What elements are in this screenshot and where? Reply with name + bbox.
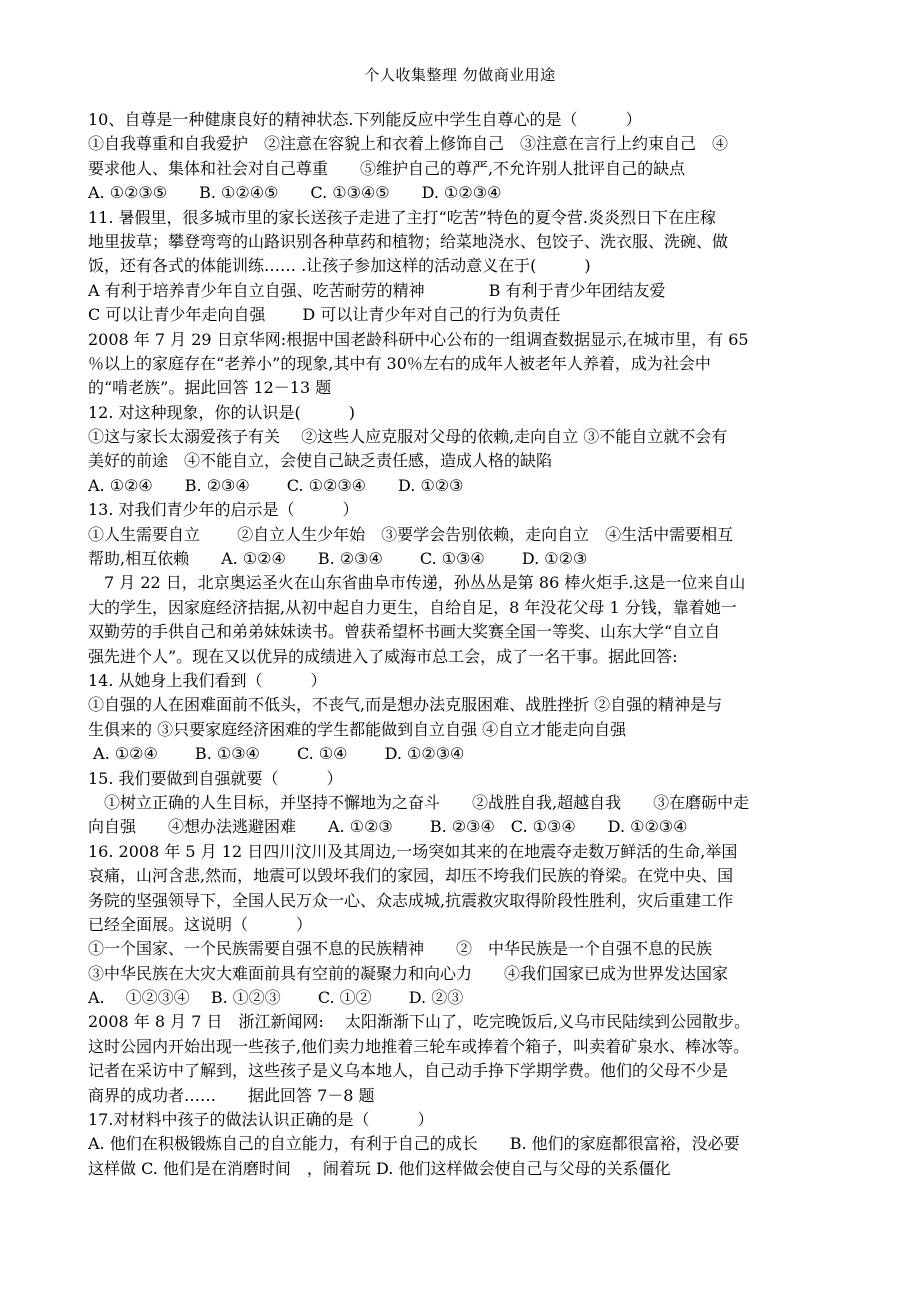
text-line: 13. 对我们青少年的启示是（ ）	[88, 500, 359, 520]
text-line: 记者在采访中了解到，这些孩子是义乌本地人，自己动手挣下学期学费。他们的父母不少是	[88, 1061, 729, 1081]
text-line: 这时公园内开始出现一些孩子,他们卖力地推着三轮车或捧着个箱子，叫卖着矿泉水、棒冰等。	[88, 1036, 750, 1056]
text-line: 16. 2008 年 5 月 12 日四川汶川及其周边,一场突如其来的在地震夺走数万鲜活的生命,举国	[88, 841, 738, 861]
text-line: C 可以让青少年走向自强 D 可以让青少年对自己的行为负责任	[88, 305, 561, 325]
text-line: 商界的成功者…… 据此回答 7－8 题	[88, 1085, 375, 1105]
text-line: A. ①②③④ B. ①②③ C. ①② D. ②③	[88, 988, 464, 1008]
document-body	[88, 108, 842, 1181]
text-line: A. 他们在积极锻炼自己的自立能力，有利于自己的成长 B. 他们的家庭都很富裕，没必要	[88, 1134, 740, 1154]
text-line: 双勤劳的手供自己和弟弟妹妹读书。曾获希望杯书画大奖赛全国一等奖、山东大学“自立自	[88, 622, 721, 642]
text-line: ％以上的家庭存在“老养小”的现象,其中有 30％左右的成年人被老年人养着，成为社会中	[88, 353, 711, 373]
text-line: 地里拔草；攀登弯弯的山路识别各种草药和植物；给菜地浇水、包饺子、洗衣服、洗碗、做	[88, 231, 729, 251]
text-line: 14. 从她身上我们看到（ ）	[88, 670, 327, 690]
text-line: 饭，还有各式的体能训练…… .让孩子参加这样的活动意义在于( )	[88, 256, 591, 276]
text-line: 强先进个人”。现在又以优异的成绩进入了威海市总工会，成了一名干事。据此回答:	[88, 646, 678, 666]
text-line: 的“啃老族”。据此回答 12－13 题	[88, 378, 332, 398]
text-line: 7 月 22 日，北京奥运圣火在山东省曲阜市传递，孙丛丛是第 86 棒火炬手.这是一位来自山	[88, 573, 746, 593]
text-line: 10、自尊是一种健康良好的精神状态.下列能反应中学生自尊心的是（ ）	[88, 110, 642, 129]
text-line: ①一个国家、一个民族需要自强不息的民族精神 ② 中华民族是一个自强不息的民族	[88, 939, 713, 959]
text-line: 大的学生，因家庭经济拮据,从初中起自力更生，自给自足，8 年没花父母 1 分钱，靠着她一	[88, 597, 737, 617]
text-line: 12. 对这种现象，你的认识是( )	[88, 402, 356, 422]
text-line: 务院的坚强领导下，全国人民万众一心、众志成城,抗震救灾取得阶段性胜利，灾后重建工作	[88, 890, 734, 910]
text-line: 美好的前途 ④不能自立，会使自己缺乏责任感，造成人格的缺陷	[88, 451, 553, 471]
text-line: 帮助,相互依赖 A. ①②④ B. ②③④ C. ①③④ D. ①②③	[88, 549, 588, 569]
text-line: 2008 年 8 月 7 日 浙江新闻网: 太阳渐渐下山了，吃完晚饭后,义乌市民陆续到公园散步。	[88, 1012, 751, 1032]
text-line: 已经全面展。这说明（ ）	[88, 914, 313, 934]
text-line: 向自强 ④想办法逃避困难 A. ①②③ B. ②③④ C. ①③④ D. ①②③④	[88, 817, 688, 837]
text-line: 17.对材料中孩子的做法认识正确的是（ ）	[88, 1110, 434, 1130]
page-header: 个人收集整理 勿做商业用途	[364, 66, 556, 84]
text-line: 11. 暑假里，很多城市里的家长送孩子走进了主打“吃苦”特色的夏令营.炎炎烈日下在庄稼	[88, 207, 716, 227]
text-line: ①树立正确的人生目标，并坚持不懈地为之奋斗 ②战胜自我,超越自我 ③在磨砺中走	[88, 792, 750, 812]
text-line: A 有利于培养青少年自立自强、吃苦耐劳的精神 B 有利于青少年团结友爱	[88, 280, 666, 300]
text-line: ①这与家长太溺爱孩子有关 ②这些人应克服对父母的依赖,走向自立 ③不能自立就不会有	[88, 427, 728, 447]
text-line: 15. 我们要做到自强就要（ ）	[88, 768, 343, 788]
text-line: ①自强的人在困难面前不低头，不丧气,而是想办法克服困难、战胜挫折 ②自强的精神是与	[88, 695, 723, 715]
text-line: A. ①②④ B. ②③④ C. ①②③④ D. ①②③	[88, 475, 464, 495]
text-line: A. ①②③⑤ B. ①②④⑤ C. ①③④⑤ D. ①②③④	[88, 183, 502, 203]
text-line: 哀痛，山河含悲,然而，地震可以毁坏我们的家园，却压不垮我们民族的脊梁。在党中央、国	[88, 866, 734, 886]
text-line: 2008 年 7 月 29 日京华网:根据中国老龄科研中心公布的一组调查数据显示,在城市里，有 65	[88, 329, 749, 349]
text-line: ①自我尊重和自我爱护 ②注意在容貌上和衣着上修饰自己 ③注意在言行上约束自己 ④	[88, 134, 729, 154]
text-line: A. ①②④ B. ①③④ C. ①④ D. ①②③④	[88, 744, 465, 764]
text-line: 生俱来的 ③只要家庭经济困难的学生都能做到自立自强 ④自立才能走向自强	[88, 719, 627, 739]
text-line: 这样做 C. 他们是在消磨时间 ，闹着玩 D. 他们这样做会使自己与父母的关系僵化	[88, 1158, 671, 1178]
text-line: 要求他人、集体和社会对自己尊重 ⑤维护自己的尊严,不允许别人批评自己的缺点	[88, 158, 686, 178]
text-line: ①人生需要自立 ②自立人生少年始 ③要学会告别依赖，走向自立 ④生活中需要相互	[88, 524, 734, 544]
text-line: ③中华民族在大灾大难面前具有空前的凝聚力和向心力 ④我们国家已成为世界发达国家	[88, 963, 729, 983]
